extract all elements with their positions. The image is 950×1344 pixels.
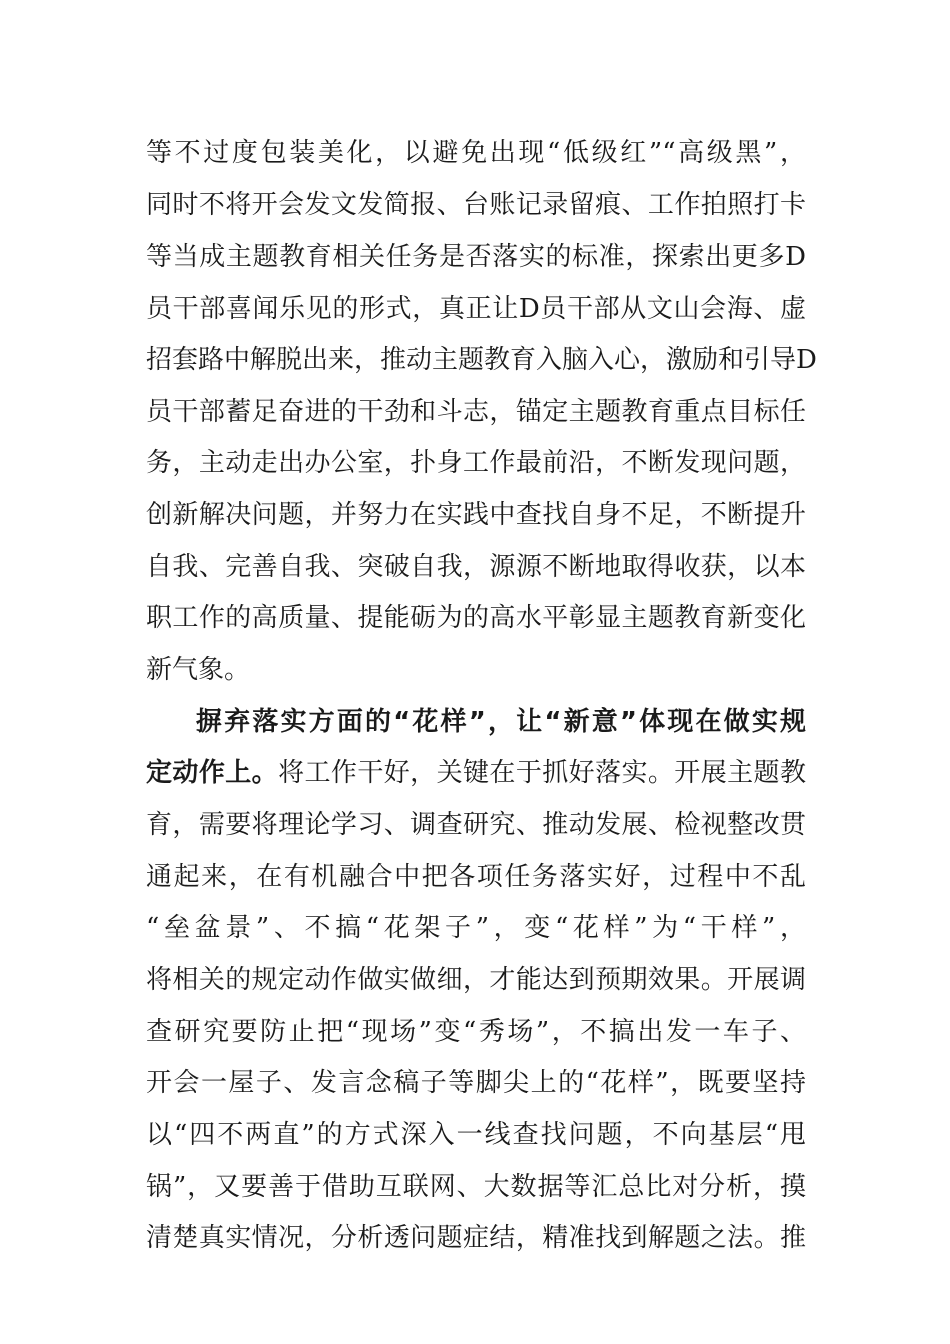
- text-line: 职工作的高质量、提能砺为的高水平彰显主题教育新变化: [146, 603, 806, 633]
- text-line: 员干部喜闻乐见的形式，真正让D员干部从文山会海、虚: [146, 294, 806, 324]
- text-line: 将相关的规定动作做实做细，才能达到预期效果。开展调: [146, 965, 806, 995]
- text-line: “垒盆景”、不搞“花架子”，变“花样”为“干样”，: [146, 913, 806, 943]
- text-line: 务，主动走出办公室，扑身工作最前沿，不断发现问题，: [146, 448, 806, 478]
- paragraph-heading: 摒弃落实方面的“花样”，让“新意”体现在做实规: [196, 707, 806, 737]
- text-line: 等不过度包装美化，以避免出现“低级红”“高级黑”，: [146, 138, 806, 168]
- text-line: 新气象。: [146, 655, 251, 685]
- text-line: 育，需要将理论学习、调查研究、推动发展、检视整改贯: [146, 810, 806, 840]
- text-line: 员干部蓄足奋进的干劲和斗志，锚定主题教育重点目标任: [146, 397, 806, 427]
- paragraph-heading-end: 定动作上。: [146, 758, 279, 788]
- text-line: 开会一屋子、发言念稿子等脚尖上的“花样”，既要坚持: [146, 1068, 806, 1098]
- text-line: 锅”，又要善于借助互联网、大数据等汇总比对分析，摸: [146, 1172, 806, 1202]
- text-line: [146, 753, 806, 793]
- text-line: 以“四不两直”的方式深入一线查找问题，不向基层“甩: [146, 1120, 806, 1150]
- text-line: 等当成主题教育相关任务是否落实的标准，探索出更多D: [146, 242, 806, 272]
- text-line: 查研究要防止把“现场”变“秀场”，不搞出发一车子、: [146, 1017, 806, 1047]
- text-line: 创新解决问题，并努力在实践中查找自身不足，不断提升: [146, 500, 806, 530]
- text-span: 将工作干好，关键在于抓好落实。开展主题教: [278, 758, 806, 788]
- text-line: 自我、完善自我、突破自我，源源不断地取得收获，以本: [146, 552, 806, 582]
- text-line: 清楚真实情况，分析透问题症结，精准找到解题之法。推: [146, 1223, 806, 1253]
- text-line: 招套路中解脱出来，推动主题教育入脑入心，激励和引导D: [146, 345, 817, 375]
- text-line: 通起来，在有机融合中把各项任务落实好，过程中不乱: [146, 862, 806, 892]
- text-line: 同时不将开会发文发简报、台账记录留痕、工作拍照打卡: [146, 190, 806, 220]
